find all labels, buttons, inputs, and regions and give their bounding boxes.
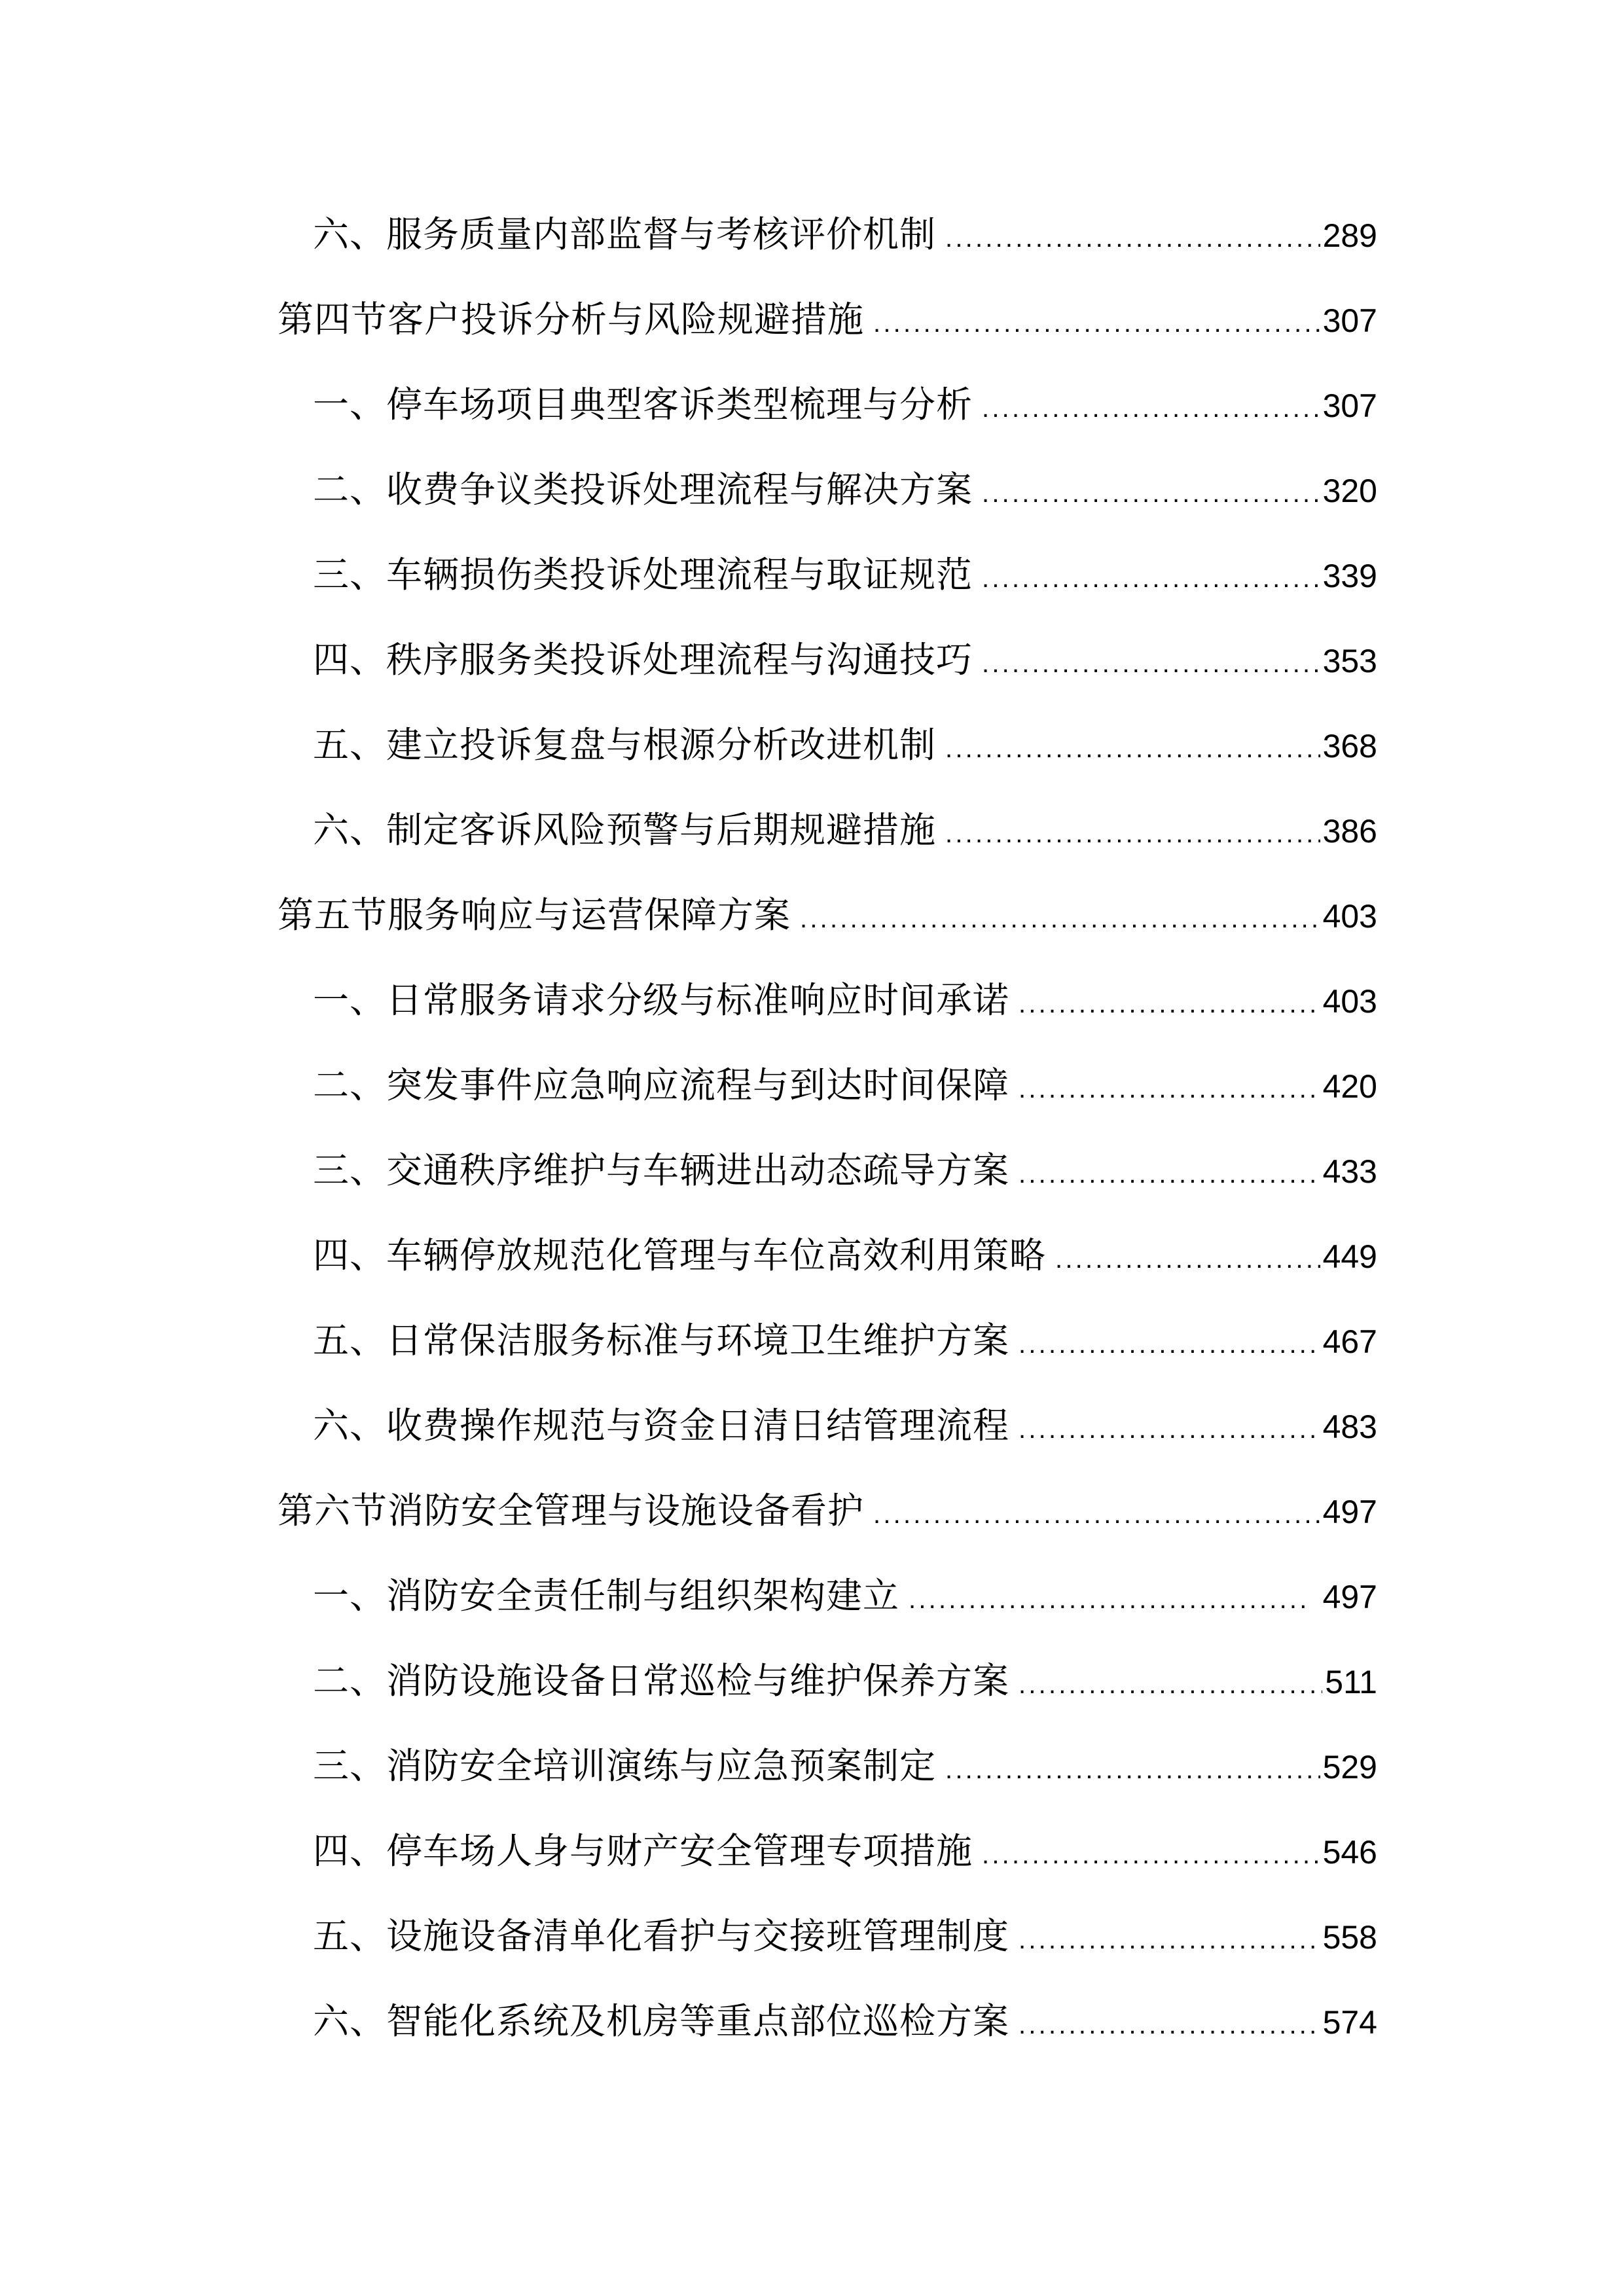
toc-entry-page: 403	[1322, 898, 1377, 935]
toc-entry-title: 五、建立投诉复盘与根源分析改进机制	[313, 724, 937, 766]
toc-entry[interactable]	[278, 1995, 1377, 2080]
toc-entry-page: 339	[1322, 558, 1377, 594]
toc-entry-page: 420	[1322, 1068, 1377, 1105]
table-of-contents	[278, 208, 1377, 2080]
dot-leader	[982, 637, 1320, 690]
dot-leader	[909, 1573, 1311, 1626]
toc-entry-page: 386	[1322, 813, 1377, 850]
toc-entry[interactable]	[278, 974, 1377, 1059]
toc-entry-title: 四、秩序服务类投诉处理流程与沟通技巧	[313, 639, 973, 681]
dot-leader	[982, 552, 1320, 605]
toc-entry[interactable]	[278, 378, 1377, 463]
toc-entry[interactable]	[278, 804, 1377, 889]
dot-leader	[982, 1829, 1320, 1881]
toc-entry-title: 一、消防安全责任制与组织架构建立	[313, 1575, 900, 1617]
dot-leader	[945, 808, 1320, 860]
toc-entry-page: 403	[1322, 983, 1377, 1020]
toc-entry-page: 307	[1322, 387, 1377, 424]
toc-section-entry[interactable]	[278, 1484, 1377, 1570]
toc-entry-page: 368	[1322, 728, 1377, 764]
toc-entry-page: 483	[1322, 1408, 1377, 1445]
toc-entry-page: 497	[1322, 1579, 1377, 1615]
toc-entry-page: 289	[1322, 217, 1377, 254]
toc-entry-title: 第六节消防安全管理与设施设备看护	[278, 1490, 865, 1532]
toc-entry-title: 六、服务质量内部监督与考核评价机制	[313, 213, 937, 255]
toc-entry[interactable]	[278, 1399, 1377, 1484]
dot-leader	[945, 212, 1320, 264]
toc-entry-title: 四、停车场人身与财产安全管理专项措施	[313, 1830, 973, 1872]
toc-entry-title: 二、突发事件应急响应流程与到达时间保障	[313, 1064, 1010, 1106]
toc-entry[interactable]	[278, 1655, 1377, 1740]
toc-entry-title: 五、设施设备清单化看护与交接班管理制度	[313, 1915, 1010, 1957]
dot-leader	[1019, 978, 1320, 1030]
toc-entry-title: 六、智能化系统及机房等重点部位巡检方案	[313, 2000, 1010, 2042]
toc-entry-title: 四、车辆停放规范化管理与车位高效利用策略	[313, 1234, 1047, 1276]
toc-entry-page: 511	[1325, 1664, 1377, 1700]
toc-entry[interactable]	[278, 463, 1377, 548]
toc-section-entry[interactable]	[278, 889, 1377, 974]
toc-entry[interactable]	[278, 1825, 1377, 1910]
toc-entry-page: 574	[1322, 2004, 1377, 2041]
toc-entry-title: 二、收费争议类投诉处理流程与解决方案	[313, 469, 973, 511]
dot-leader	[1055, 1233, 1320, 1285]
toc-entry-title: 三、车辆损伤类投诉处理流程与取证规范	[313, 554, 973, 596]
toc-entry[interactable]	[278, 634, 1377, 719]
toc-entry-title: 二、消防设施设备日常巡检与维护保养方案	[313, 1660, 1010, 1702]
toc-entry[interactable]	[278, 1229, 1377, 1314]
dot-leader	[1019, 1659, 1322, 1711]
toc-entry-title: 三、消防安全培训演练与应急预案制定	[313, 1745, 937, 1787]
dot-leader	[873, 297, 1320, 350]
toc-entry-page: 546	[1322, 1834, 1377, 1871]
toc-entry-page: 433	[1322, 1153, 1377, 1190]
toc-entry-page: 307	[1322, 302, 1377, 339]
toc-entry-page: 529	[1322, 1749, 1377, 1785]
toc-entry[interactable]	[278, 719, 1377, 804]
dot-leader	[873, 1488, 1320, 1541]
dot-leader	[1019, 1999, 1320, 2051]
toc-entry-page: 353	[1322, 643, 1377, 679]
dot-leader	[1019, 1148, 1320, 1200]
toc-entry-page: 558	[1322, 1919, 1377, 1956]
toc-entry-title: 第四节客户投诉分析与风险规避措施	[278, 298, 865, 340]
toc-entry-title: 六、收费操作规范与资金日清日结管理流程	[313, 1405, 1010, 1446]
toc-section-entry[interactable]	[278, 293, 1377, 378]
toc-entry-title: 一、日常服务请求分级与标准响应时间承诺	[313, 979, 1010, 1021]
toc-entry-page: 449	[1322, 1238, 1377, 1275]
toc-entry[interactable]	[278, 1570, 1377, 1655]
toc-entry[interactable]	[278, 1314, 1377, 1399]
toc-entry[interactable]	[278, 208, 1377, 293]
toc-entry[interactable]	[278, 1144, 1377, 1229]
dot-leader	[945, 723, 1320, 775]
dot-leader	[945, 1744, 1320, 1796]
toc-entry[interactable]	[278, 1910, 1377, 1995]
toc-entry-page: 467	[1322, 1323, 1377, 1360]
toc-entry-title: 六、制定客诉风险预警与后期规避措施	[313, 809, 937, 851]
toc-entry-page: 320	[1322, 473, 1377, 509]
toc-entry-title: 三、交通秩序维护与车辆进出动态疏导方案	[313, 1149, 1010, 1191]
dot-leader	[1019, 1318, 1320, 1371]
toc-entry[interactable]	[278, 1740, 1377, 1825]
dot-leader	[1019, 1403, 1320, 1456]
toc-entry-title: 五、日常保洁服务标准与环境卫生维护方案	[313, 1319, 1010, 1361]
dot-leader	[1019, 1063, 1320, 1115]
dot-leader	[1019, 1914, 1320, 1966]
toc-entry[interactable]	[278, 1059, 1377, 1144]
toc-entry-title: 一、停车场项目典型客诉类型梳理与分析	[313, 384, 973, 425]
dot-leader	[982, 467, 1320, 520]
toc-entry-page: 497	[1322, 1494, 1377, 1530]
toc-entry[interactable]	[278, 548, 1377, 634]
dot-leader	[982, 382, 1320, 435]
toc-entry-title: 第五节服务响应与运营保障方案	[278, 894, 791, 936]
dot-leader	[800, 893, 1320, 945]
